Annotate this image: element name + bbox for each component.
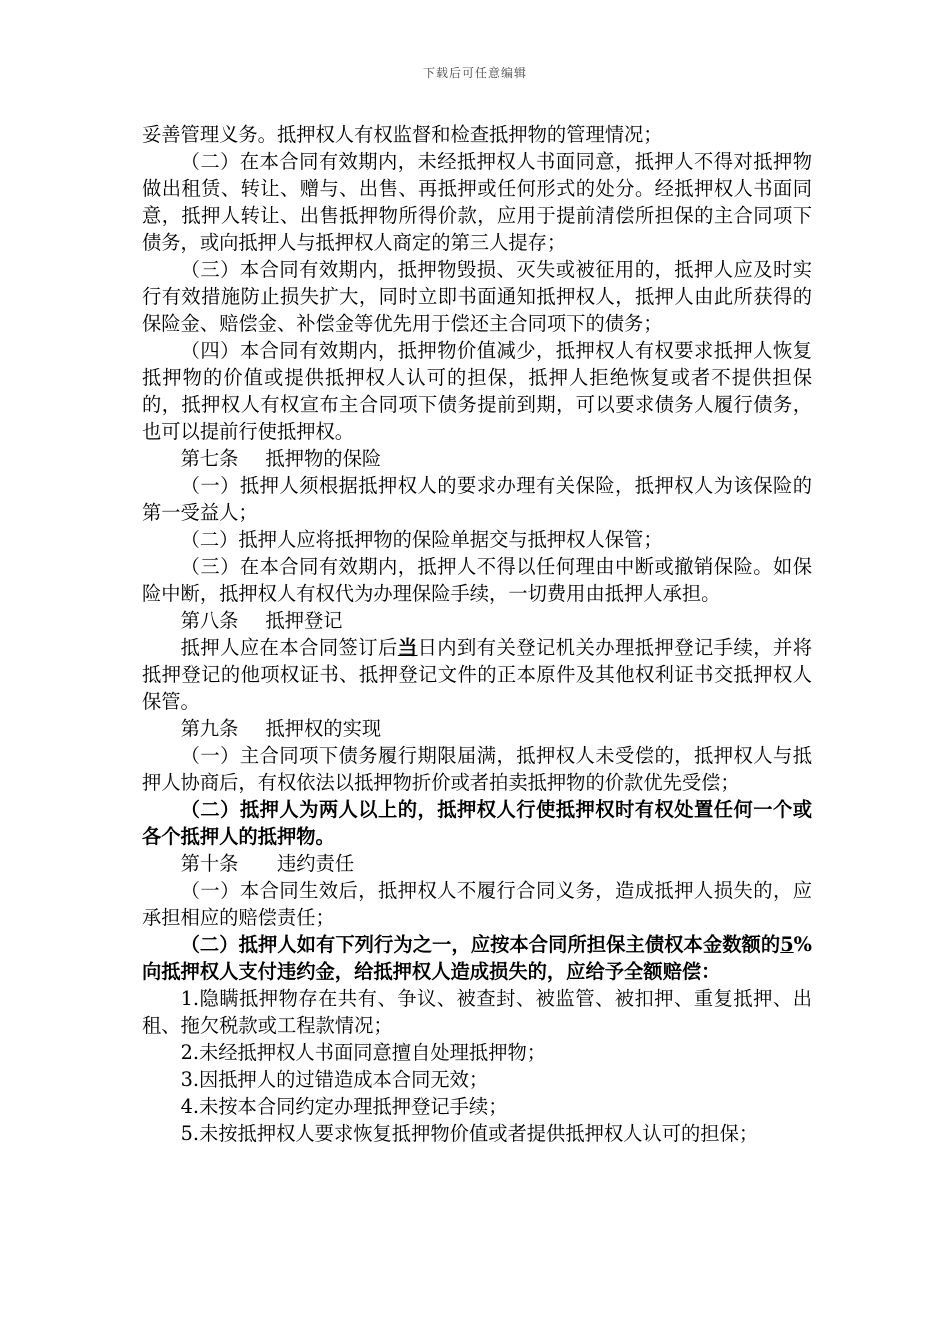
document-body — [142, 121, 812, 1147]
article-8-heading — [142, 607, 812, 634]
filled-blank: 5 — [780, 933, 794, 956]
text-segment: 日内到有关登记机关办理抵押登记手续，并将抵押登记的他项权证书、抵押登记文件的正本原件及其他权利证书交抵押权人保管。 — [142, 636, 813, 713]
paragraph-continued: 妥善管理义务。抵押权人有权监督和检查抵押物的管理情况； — [142, 123, 663, 146]
article-title: 违约责任 — [277, 852, 355, 875]
clause-7-1: （一）抵押人须根据抵押权人的要求办理有关保险，抵押权人为该保险的第一受益人； — [142, 474, 812, 524]
text-segment: %向抵押权人支付违约金，给抵押权人造成损失的，应给予全额赔偿： — [142, 933, 812, 983]
clause-10-2 — [142, 931, 812, 985]
clause-7-2: （二）抵押人应将抵押物的保险单据交与抵押权人保管； — [180, 528, 663, 551]
article-number: 第八条 — [180, 609, 239, 632]
article-9-heading — [142, 715, 812, 742]
article-8-body — [142, 634, 812, 715]
clause-7-3: （三）在本合同有效期内，抵押人不得以任何理由中断或撤销保险。如保险中断，抵押权人有权代为办理保险手续，一切费用由抵押人承担。 — [142, 555, 812, 605]
filled-blank: 当 — [397, 636, 418, 659]
list-item: 5.未按抵押权人要求恢复抵押物价值或者提供抵押权人认可的担保； — [180, 1122, 759, 1145]
clause-9-2: （二）抵押人为两人以上的，抵押权人行使抵押权时有权处置任何一个或各个抵押人的抵押物。 — [142, 798, 812, 848]
article-title: 抵押权的实现 — [265, 717, 382, 740]
article-number: 第九条 — [180, 717, 239, 740]
clause-6-2: （二）在本合同有效期内，未经抵押权人书面同意，抵押人不得对抵押物做出租赁、转让、赠与、出售、再抵押或任何形式的处分。经抵押权人书面同意，抵押人转让、出售抵押物所得价款，应用于提前清偿所担保的主合同项下债务，或向抵押人与抵押权人商定的第三人提存； — [142, 150, 812, 254]
article-title: 抵押登记 — [265, 609, 343, 632]
list-item: 1.隐瞒抵押物存在共有、争议、被查封、被监管、被扣押、重复抵押、出租、拖欠税款或工程款情况； — [142, 987, 812, 1037]
clause-6-4: （四）本合同有效期内，抵押物价值减少，抵押权人有权要求抵押人恢复抵押物的价值或提供抵押权人认可的担保，抵押人拒绝恢复或者不提供担保的，抵押权人有权宣布主合同项下债务提前到期，可以要求债务人履行债务，也可以提前行使抵押权。 — [142, 339, 812, 443]
page-header: 下载后可任意编辑 — [422, 66, 527, 80]
article-number: 第七条 — [180, 447, 239, 470]
clause-6-3: （三）本合同有效期内，抵押物毁损、灭失或被征用的，抵押人应及时实行有效措施防止损失扩大，同时立即书面通知抵押权人，抵押人由此所获得的保险金、赔偿金、补偿金等优先用于偿还主合同项下的债务； — [142, 258, 812, 335]
list-item: 3.因抵押人的过错造成本合同无效； — [180, 1068, 489, 1091]
article-number: 第十条 — [180, 852, 239, 875]
article-7-heading — [142, 445, 812, 472]
article-10-heading — [142, 850, 812, 877]
article-title: 抵押物的保险 — [265, 447, 382, 470]
text-segment: （二）抵押人如有下列行为之一，应按本合同所担保主债权本金数额的 — [180, 933, 781, 956]
list-item: 4.未按本合同约定办理抵押登记手续； — [180, 1095, 508, 1118]
clause-10-1: （一）本合同生效后，抵押权人不履行合同义务，造成抵押人损失的，应承担相应的赔偿责任； — [142, 879, 812, 929]
clause-9-1: （一）主合同项下债务履行期限届满，抵押权人未受偿的，抵押权人与抵押人协商后，有权依法以抵押物折价或者拍卖抵押物的价款优先受偿； — [142, 744, 812, 794]
text-segment: 抵押人应在本合同签订后 — [180, 636, 398, 659]
list-item: 2.未经抵押权人书面同意擅自处理抵押物； — [180, 1041, 547, 1064]
